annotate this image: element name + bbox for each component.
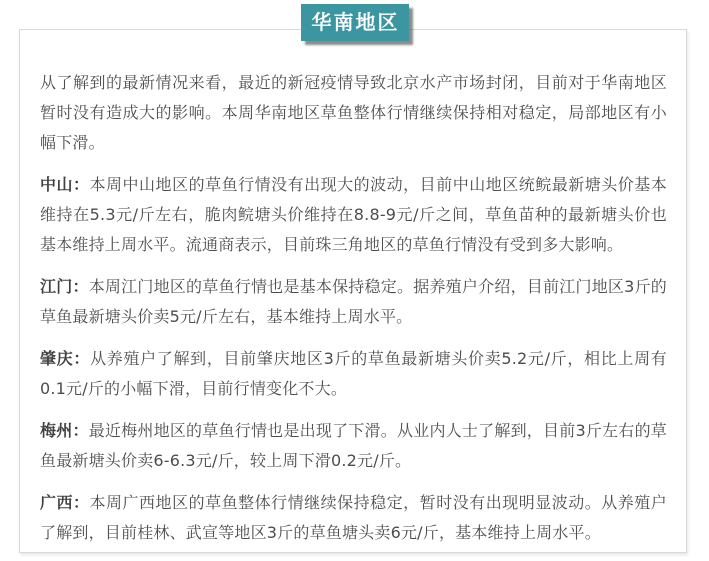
- paragraph-zhongshan-text: 本周中山地区的草鱼行情没有出现大的波动，目前中山地区统鲩最新塘头价基本维持在5.3元/斤左右，脆肉鲩塘头价维持在8.8-9元/斤之间，草鱼苗种的最新塘头价也基本维持上周水平。流通商表示，目前珠三角地区的草鱼行情没有受到多大影响。: [40, 175, 667, 254]
- paragraph-intro: [40, 68, 667, 158]
- paragraph-zhaoqing-text: 从养殖户了解到，目前肇庆地区3斤的草鱼最新塘头价卖5.2元/斤，相比上周有0.1元/斤的小幅下滑，目前行情变化不大。: [40, 349, 667, 398]
- paragraph-intro-text: 从了解到的最新情况来看，最近的新冠疫情导致北京水产市场封闭，目前对于华南地区暂时没有造成大的影响。本周华南地区草鱼整体行情继续保持相对稳定，局部地区有小幅下滑。: [40, 73, 667, 152]
- paragraph-guangxi-text: 本周广西地区的草鱼整体行情继续保持稳定，暂时没有出现明显波动。从养殖户了解到，目前桂林、武宣等地区3斤的草鱼塘头卖6元/斤，基本维持上周水平。: [40, 493, 667, 542]
- paragraph-zhaoqing-label: 肇庆：: [40, 349, 91, 368]
- paragraph-meizhou: [40, 416, 667, 476]
- paragraph-zhongshan: [40, 170, 667, 260]
- paragraph-jiangmen-label: 江门：: [40, 277, 89, 296]
- paragraph-guangxi: [40, 488, 667, 548]
- region-badge: 华南地区: [301, 4, 409, 41]
- paragraph-meizhou-text: 最近梅州地区的草鱼行情也是出现了下滑。从业内人士了解到，目前3斤左右的草鱼最新塘头价卖6-6.3元/斤，较上周下滑0.2元/斤。: [40, 421, 667, 470]
- paragraph-zhongshan-label: 中山：: [40, 175, 90, 194]
- article-box: [19, 29, 687, 553]
- paragraph-meizhou-label: 梅州：: [40, 421, 89, 440]
- paragraph-jiangmen: [40, 272, 667, 332]
- paragraph-guangxi-label: 广西：: [40, 493, 90, 512]
- paragraph-zhaoqing: [40, 344, 667, 404]
- paragraph-jiangmen-text: 本周江门地区的草鱼行情也是基本保持稳定。据养殖户介绍，目前江门地区3斤的草鱼最新塘头价卖5元/斤左右，基本维持上周水平。: [40, 277, 667, 326]
